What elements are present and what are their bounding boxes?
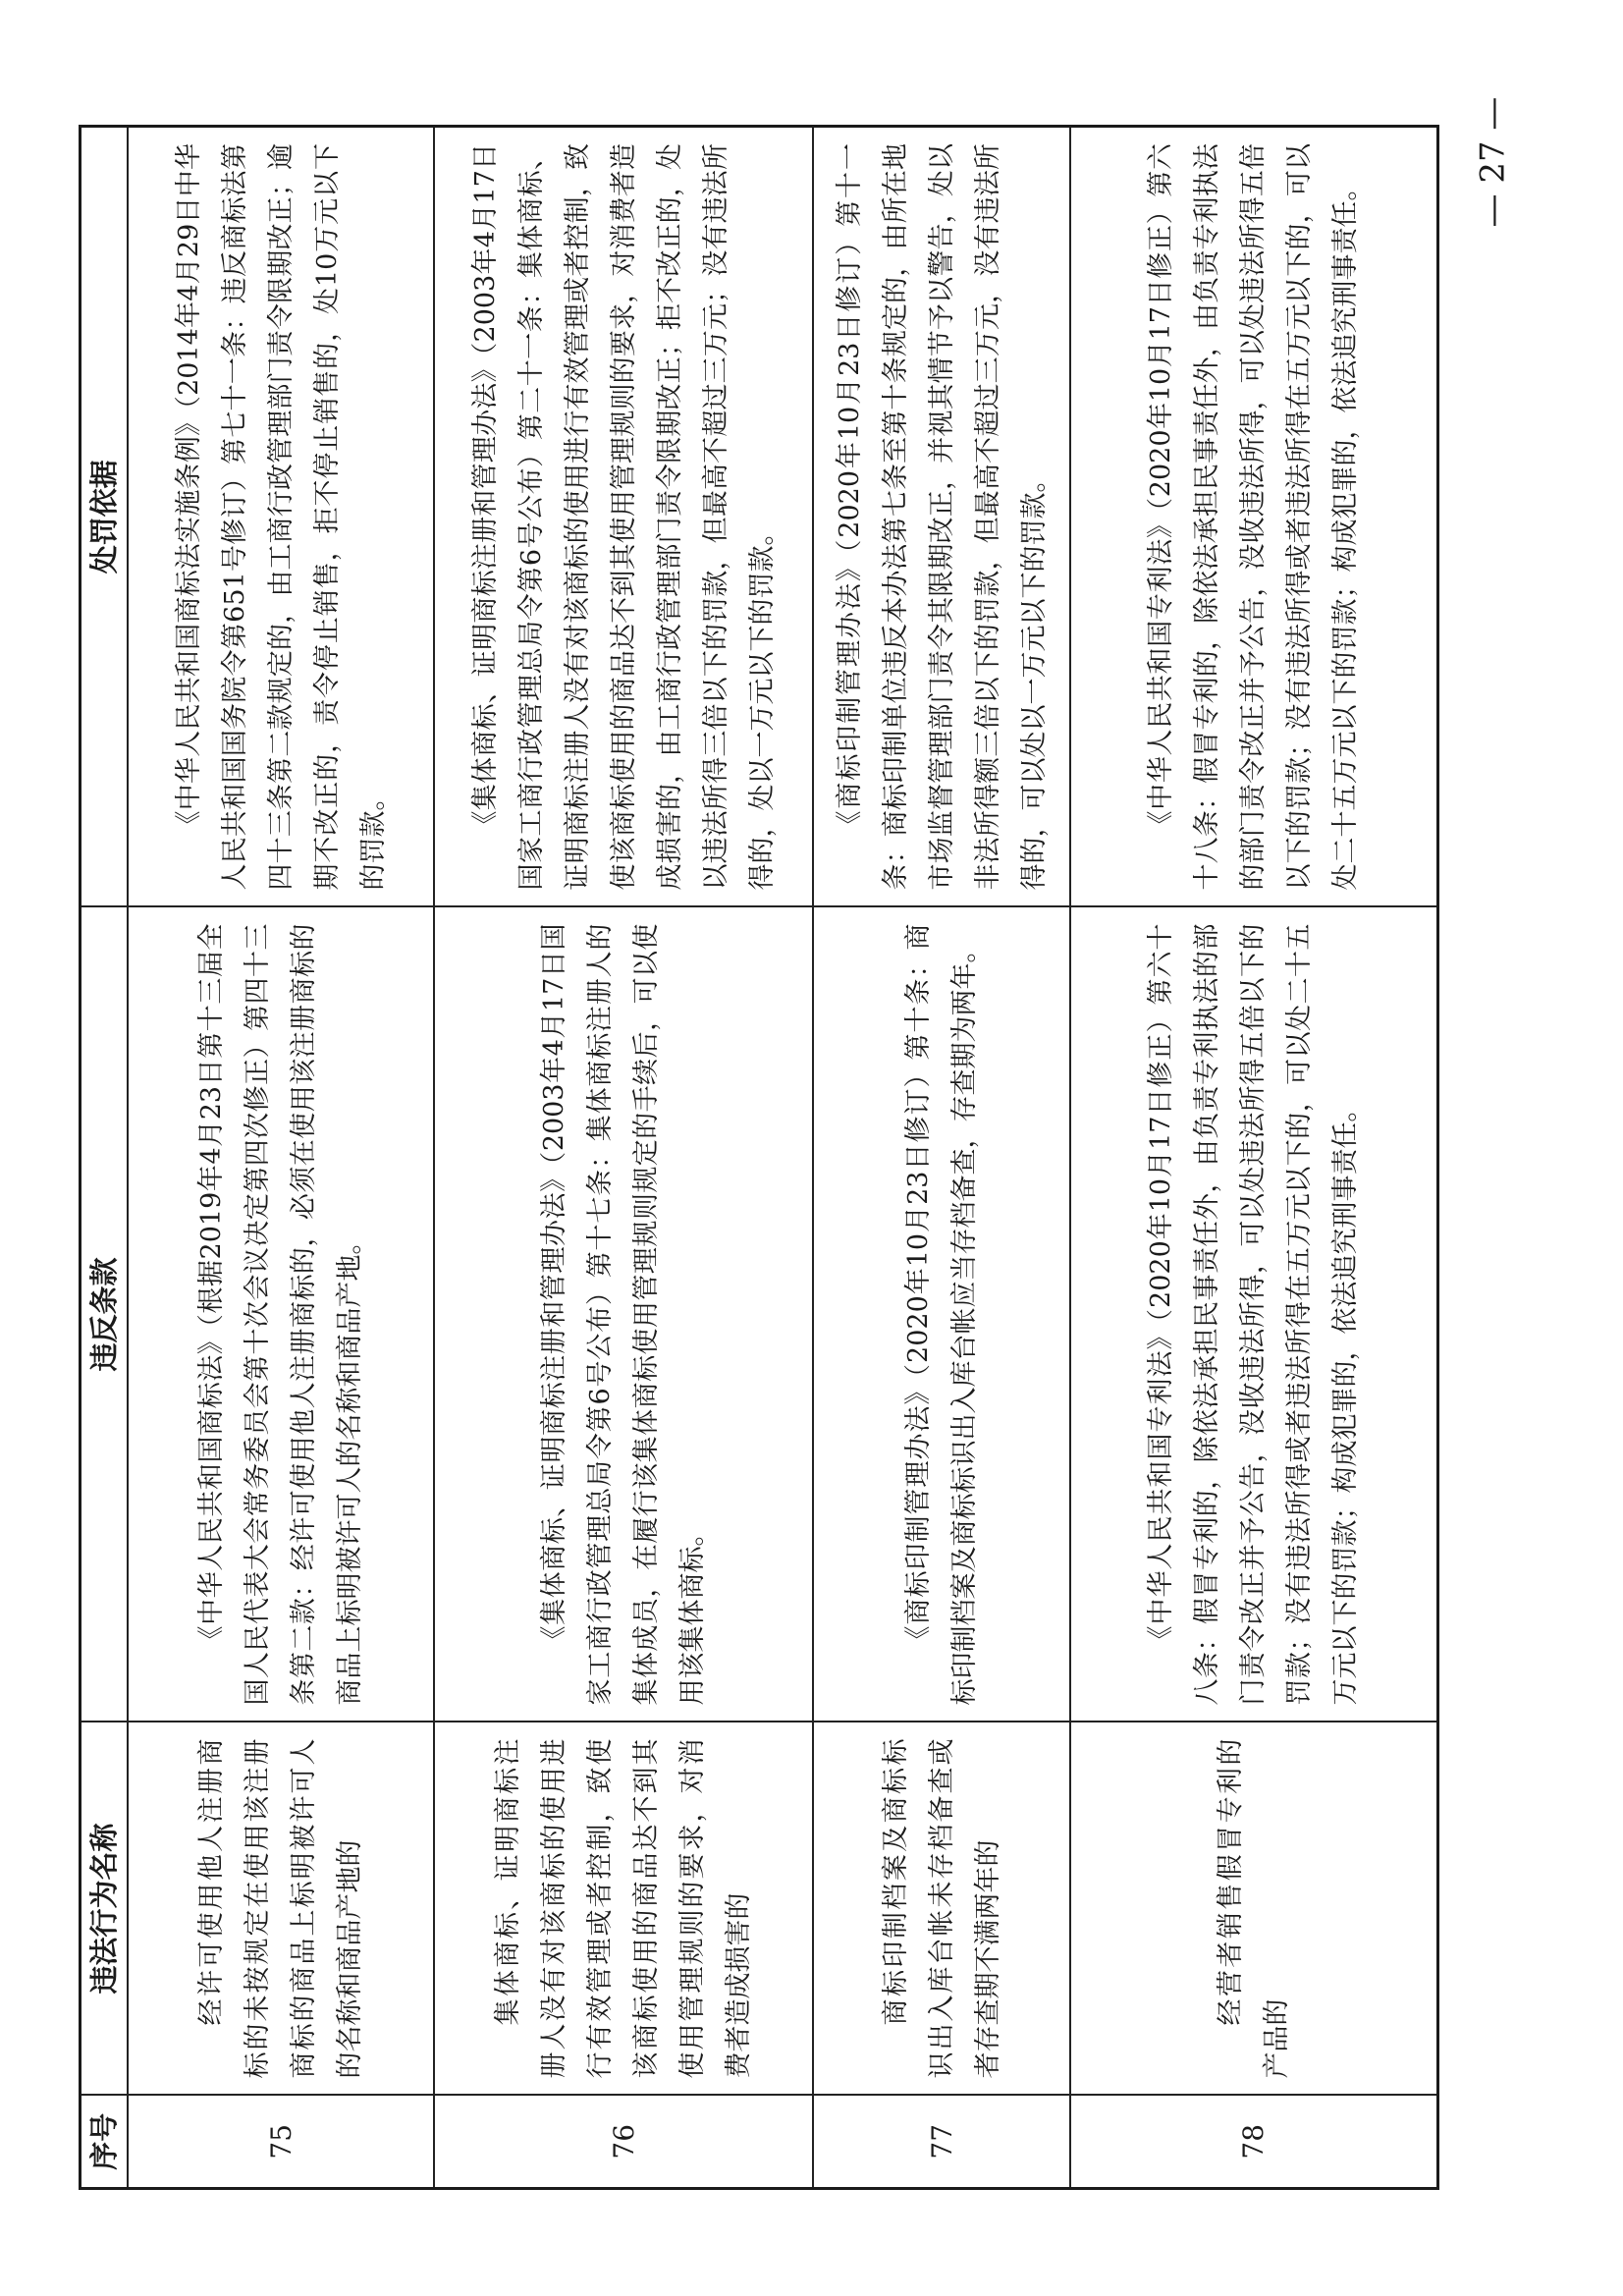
- violated-clause-cell: [128, 907, 434, 1722]
- violation-name-cell: [434, 1722, 813, 2096]
- rotated-page-content: [79, 128, 1434, 2190]
- violated-clause-cell: [813, 907, 1070, 1722]
- table-row: [1070, 127, 1437, 2189]
- page-number-text: — 27 —: [1473, 96, 1513, 228]
- header-penalty-basis: 处罚依据: [81, 127, 129, 907]
- violation-name-text: 商标印制档案及商标标识出入库台帐未存档备查或者存查期不满两年的: [880, 1738, 1003, 2079]
- penalty-basis-cell: [434, 127, 813, 907]
- violation-name-cell: [128, 1722, 434, 2096]
- header-serial-number: 序号: [81, 2096, 129, 2189]
- violation-name-text: 集体商标、证明商标注册人没有对该商标的使用进行有效管理或者控制，致使该商标使用的商品达不到其使用管理规则的要求，对消费者造成损害的: [493, 1738, 754, 2079]
- violation-name-text: 经许可使用他人注册商标的未按规定在使用该注册商标的商品上标明被许可人的名称和商品产地的: [196, 1738, 365, 2079]
- row-number: 78: [1070, 2096, 1437, 2189]
- violated-clause-text: 《中华人民共和国专利法》（2020年10月17日修正）第六十八条：假冒专利的，除依法承担民事责任外，由负责专利执法的部门责令改正并予公告，没收违法所得，可以处违法所得五倍以下的罚款；没有违法所得或者违法所得在五万元以下的，可以处二十五万元以下的罚款；构成犯罪的，依法追究刑事责任。: [1146, 923, 1362, 1706]
- violation-name-text: 经营者销售假冒专利的产品的: [1215, 1738, 1292, 2079]
- violated-clause-cell: [434, 907, 813, 1722]
- penalty-basis-text: 《中华人民共和国商标法实施条例》（2014年4月29日中华人民共和国国务院令第651号修订）第七十一条：违反商标法第四十三条第二款规定的，由工商行政管理部门责令限期改正；逾期不改正的，责令停止销售，拒不停止销售的，处10万元以下的罚款。: [173, 143, 389, 891]
- violation-name-cell: [1070, 1722, 1437, 2096]
- penalty-basis-text: 《商标印制管理办法》（2020年10月23日修订）第十一条：商标印制单位违反本办法第七条至第十条规定的，由所在地市场监督管理部门责令其限期改正，并视其情节予以警告，处以非法所得额三倍以下的罚款，但最高不超过三万元，没有违法所得的，可以处以一万元以下的罚款。: [834, 143, 1050, 891]
- penalty-basis-cell: [813, 127, 1070, 907]
- table-row: [128, 127, 434, 2189]
- violated-clause-text: 《集体商标、证明商标注册和管理办法》（2003年4月17日国家工商行政管理总局令第6号公布）第十七条：集体商标注册人的集体成员，在履行该集体商标使用管理规则规定的手续后，可以使用该集体商标。: [539, 923, 708, 1706]
- row-number: 76: [434, 2096, 813, 2189]
- penalty-basis-cell: [1070, 127, 1437, 907]
- header-violation-name: 违法行为名称: [81, 1722, 129, 2096]
- penalty-basis-text: 《集体商标、证明商标注册和管理办法》（2003年4月17日国家工商行政管理总局令第6号公布）第二十一条：集体商标、证明商标注册人没有对该商标的使用进行有效管理或者控制，致使该商标使用的商品达不到其使用管理规则的要求，对消费者造成损害的，由工商行政管理部门责令限期改正；拒不改正的，处以违法所得三倍以下的罚款，但最高不超过三万元；没有违法所得的，处以一万元以下的罚款。: [469, 143, 778, 891]
- row-number: 77: [813, 2096, 1070, 2189]
- violated-clause-text: 《中华人民共和国商标法》（根据2019年4月23日第十三届全国人民代表大会常务委员会第十次会议决定第四次修正）第四十三条第二款：经许可使用他人注册商标的，必须在使用该注册商标的商品上标明被许可人的名称和商品产地。: [196, 923, 365, 1706]
- penalty-basis-cell: [128, 127, 434, 907]
- header-violated-clause: 违反条款: [81, 907, 129, 1722]
- page-number: [1468, 93, 1517, 231]
- penalty-basis-text: 《中华人民共和国专利法》（2020年10月17日修正）第六十八条：假冒专利的，除依法承担民事责任外，由负责专利执法的部门责令改正并予公告，没收违法所得，可以处违法所得五倍以下的罚款；没有违法所得或者违法所得在五万元以下的，可以处二十五万元以下的罚款；构成犯罪的，依法追究刑事责任。: [1146, 143, 1362, 891]
- violated-clause-text: 《商标印制管理办法》（2020年10月23日修订）第十条：商标印制档案及商标标识出入库台帐应当存档备查，存查期为两年。: [903, 923, 980, 1706]
- violated-clause-cell: [1070, 907, 1437, 1722]
- penalty-table: [79, 125, 1439, 2190]
- table-row: [813, 127, 1070, 2189]
- row-number: 75: [128, 2096, 434, 2189]
- violation-name-cell: [813, 1722, 1070, 2096]
- table-row: [434, 127, 813, 2189]
- table-header-row: [81, 127, 129, 2189]
